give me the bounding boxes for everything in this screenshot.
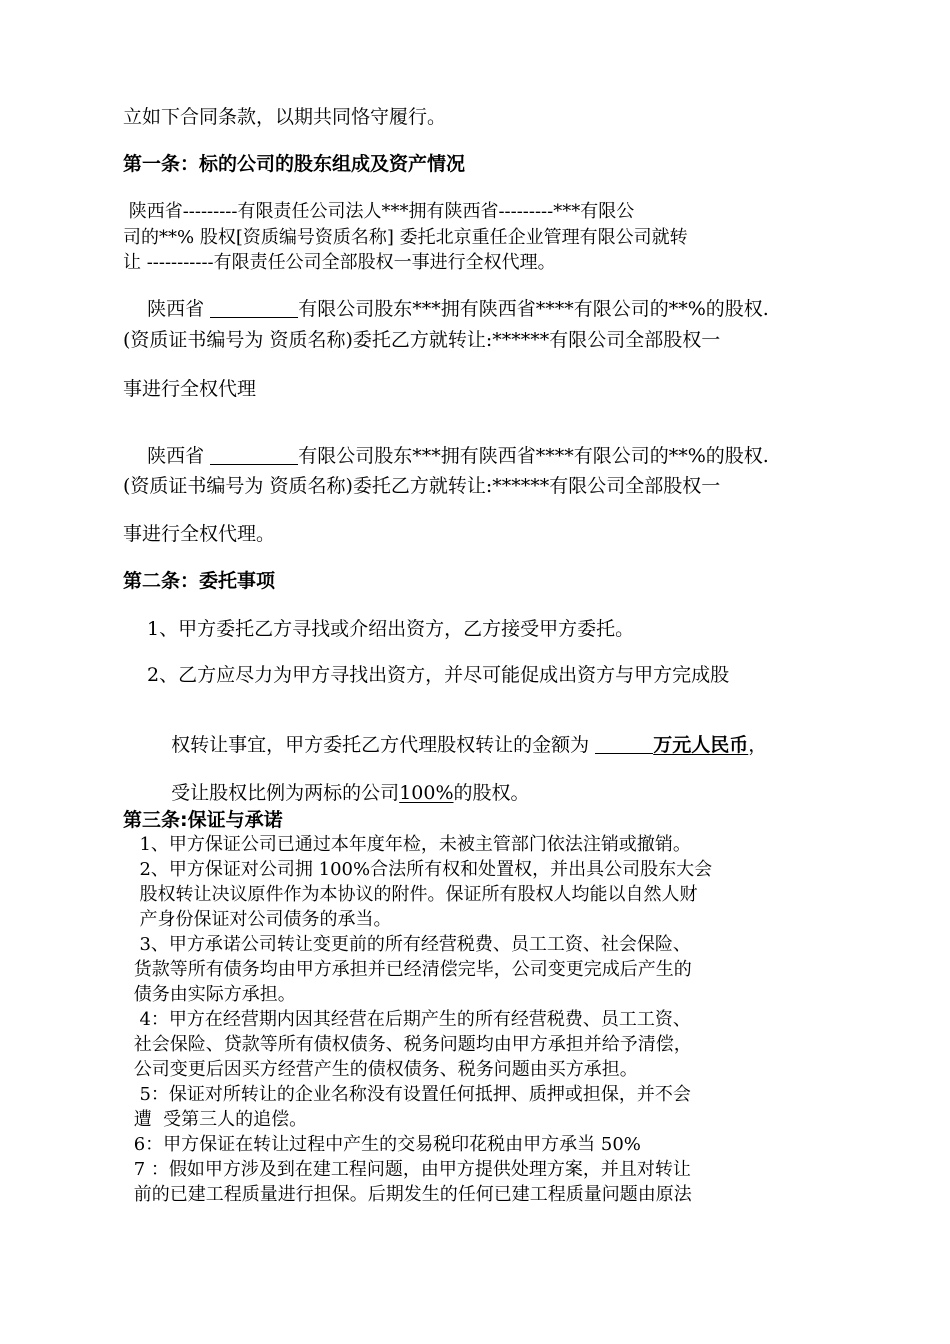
article3-line: 债务由实际方承担。 bbox=[128, 984, 296, 1005]
article3-line: 产身份保证对公司债务的承当。 bbox=[128, 909, 392, 930]
text-suffix: 有限公司股东***拥有陕西省****有限公司的**%的股权. bbox=[298, 445, 769, 467]
article3-line: 遭 受第三人的追偿。 bbox=[128, 1109, 308, 1130]
article3-heading: 第三条:保证与承诺 bbox=[123, 809, 283, 831]
article3-line: 货款等所有债务均由甲方承担并已经清偿完毕，公司变更完成后产生的 bbox=[128, 959, 692, 980]
article2-heading: 第二条：委托事项 bbox=[123, 570, 276, 592]
article3-line: 股权转让决议原件作为本协议的附件。保证所有股权人均能以自然人财 bbox=[128, 884, 698, 905]
text-prefix: 陕西省 bbox=[147, 445, 211, 467]
article2-item2-line1: 2、乙方应尽力为甲方寻找出资方，并尽可能促成出资方与甲方完成股 bbox=[147, 664, 730, 686]
article3-line: 1、甲方保证公司已通过本年度年检，未被主管部门依法注销或撤销。 bbox=[128, 834, 691, 855]
blank-underline bbox=[210, 299, 298, 318]
article3-line: 5：保证对所转让的企业名称没有设置任何抵押、质押或担保，并不会 bbox=[128, 1084, 691, 1105]
article3-line: 7 ：假如甲方涉及到在建工程问题，由甲方提供处理方案，并且对转让 bbox=[128, 1159, 691, 1180]
article1-p1-line2: 司的**% 股权[资质编号资质名称] 委托北京重任企业管理有限公司就转 bbox=[123, 227, 688, 248]
percentage: 100% bbox=[399, 782, 454, 804]
text-suffix: 的股权。 bbox=[453, 782, 530, 804]
text-prefix: 受让股权比例为两标的公司 bbox=[171, 782, 400, 804]
amount-unit: 万元人民币 bbox=[653, 734, 749, 756]
text-end: ， bbox=[748, 734, 768, 756]
intro-line: 立如下合同条款，以期共同恪守履行。 bbox=[123, 106, 447, 128]
article3-line: 6：甲方保证在转让过程中产生的交易税印花税由甲方承当 50% bbox=[128, 1134, 641, 1155]
article1-p3-line3: 事进行全权代理。 bbox=[123, 523, 276, 545]
text-prefix: 陕西省 bbox=[147, 298, 211, 320]
article1-p3-line2: (资质证书编号为 资质名称)委托乙方就转让:******有限公司全部股权一 bbox=[123, 475, 721, 497]
article1-p2-line3: 事进行全权代理 bbox=[123, 378, 257, 400]
text-prefix: 权转让事宜，甲方委托乙方代理股权转让的金额为 bbox=[171, 734, 596, 756]
article2-item1: 1、甲方委托乙方寻找或介绍出资方，乙方接受甲方委托。 bbox=[147, 618, 635, 640]
article3-line: 前的已建工程质量进行担保。后期发生的任何已建工程质量问题由原法 bbox=[128, 1184, 692, 1205]
article1-p1-line3: 让 -----------有限责任公司全部股权一事进行全权代理。 bbox=[123, 252, 556, 273]
text-suffix: 有限公司股东***拥有陕西省****有限公司的**%的股权. bbox=[298, 298, 769, 320]
article3-line: 社会保险、贷款等所有债权债务、税务问题均由甲方承担并给予清偿， bbox=[128, 1034, 692, 1055]
blank-underline bbox=[210, 446, 298, 465]
article3-line: 2、甲方保证对公司拥 100%合法所有权和处置权，并出具公司股东大会 bbox=[128, 859, 713, 880]
article3-line: 公司变更后因买方经营产生的债权债务、税务问题由买方承担。 bbox=[128, 1059, 638, 1080]
article1-p2-line2: (资质证书编号为 资质名称)委托乙方就转让:******有限公司全部股权一 bbox=[123, 329, 721, 351]
article1-p1-line1: 陕西省---------有限责任公司法人***拥有陕西省---------***有限公 bbox=[123, 201, 635, 222]
article3-line: 3、甲方承诺公司转让变更前的所有经营税费、员工工资、社会保险、 bbox=[128, 934, 691, 955]
amount-blank bbox=[595, 735, 653, 754]
article1-heading: 第一条：标的公司的股东组成及资产情况 bbox=[123, 153, 466, 175]
article3-line: 4：甲方在经营期内因其经营在后期产生的所有经营税费、员工工资、 bbox=[128, 1009, 691, 1030]
